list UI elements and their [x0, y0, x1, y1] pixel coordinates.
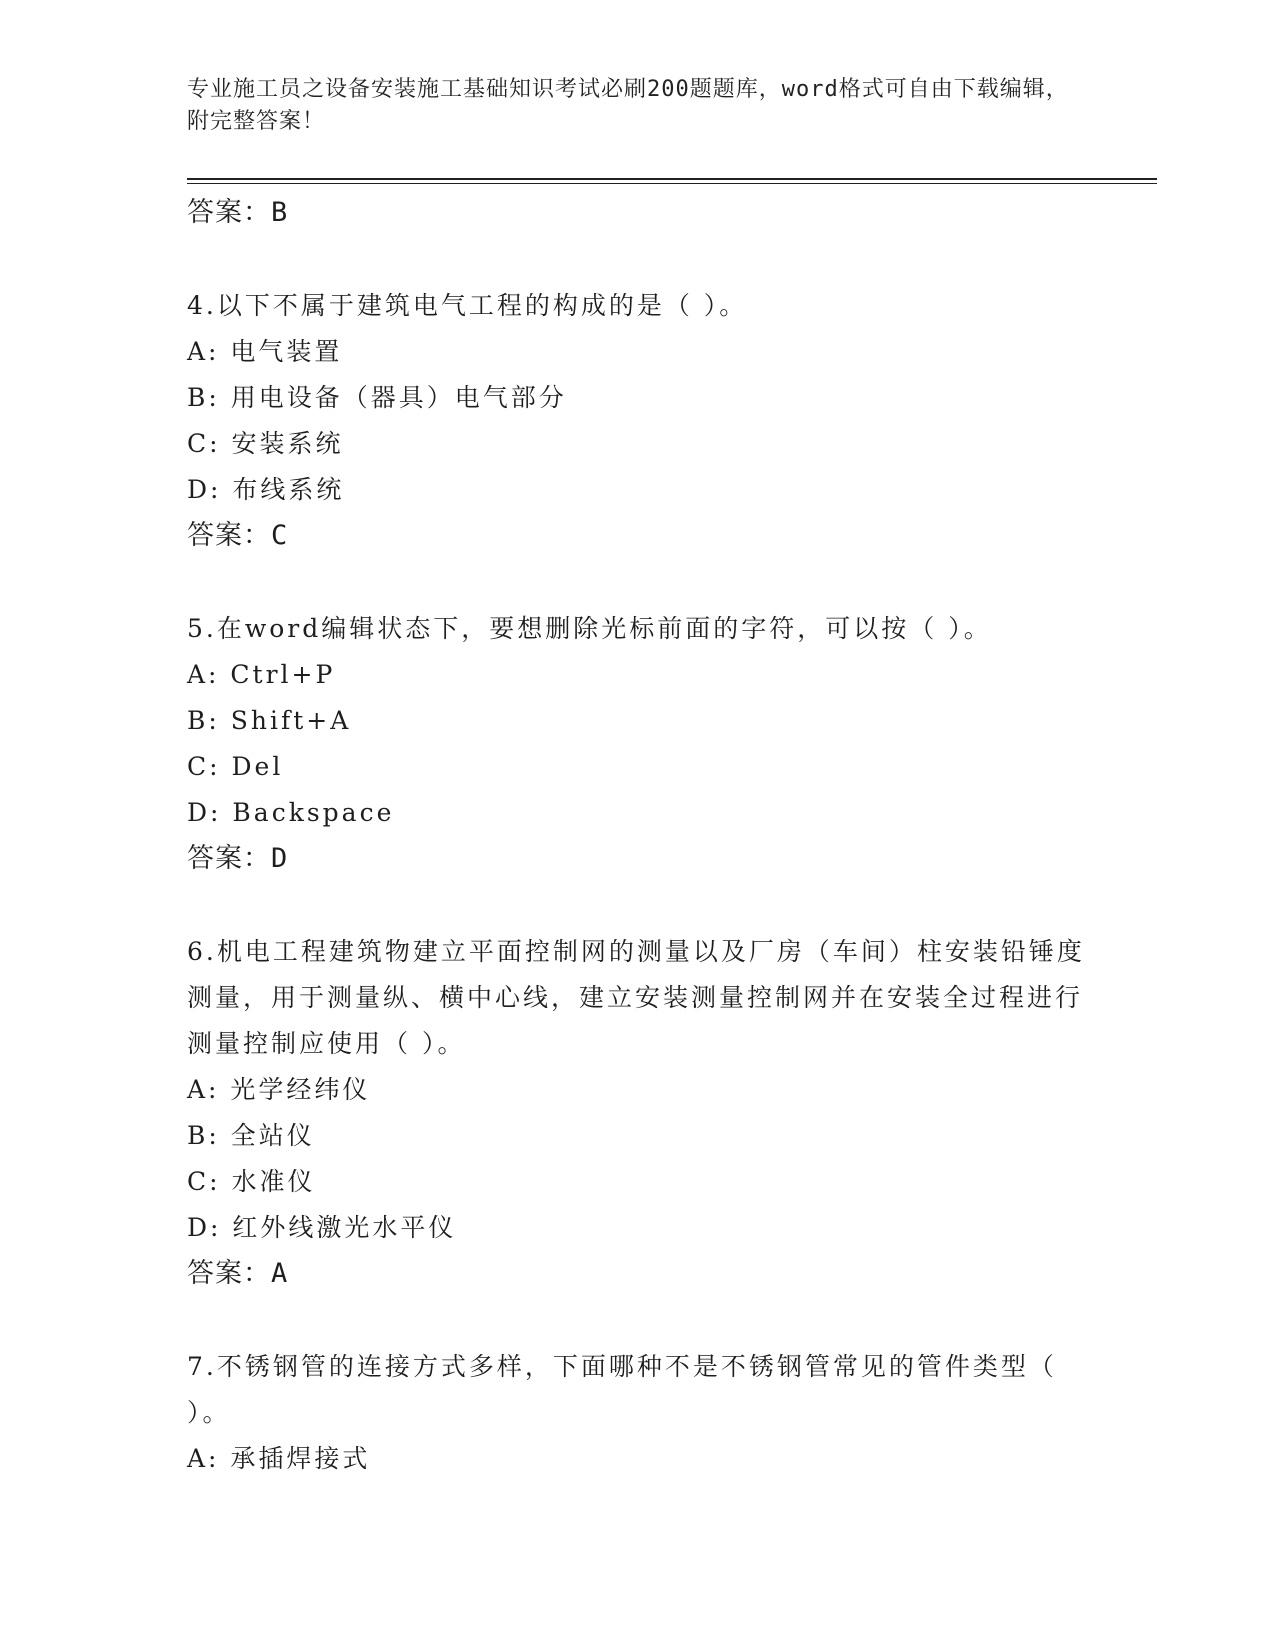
- option-b: B: 用电设备（器具）电气部分: [187, 383, 567, 412]
- question-text: 7.不锈钢管的连接方式多样，下面哪种不是不锈钢管常见的管件类型（ ）。: [187, 1352, 1057, 1427]
- header-rule-thick: [187, 178, 1157, 180]
- answer-line: 答案：C: [187, 520, 289, 551]
- option-b: B: Shift+A: [187, 706, 352, 735]
- option-a: A: 承插焊接式: [187, 1444, 371, 1473]
- question-text: 4.以下不属于建筑电气工程的构成的是（ ）。: [187, 291, 748, 320]
- option-a: A: Ctrl+P: [187, 660, 336, 689]
- option-d: D: 布线系统: [187, 475, 345, 504]
- header-rule-thin: [187, 183, 1157, 184]
- question-text: 5.在word编辑状态下，要想删除光标前面的字符，可以按（ ）。: [187, 614, 992, 643]
- option-a: A: 光学经纬仪: [187, 1075, 371, 1104]
- option-c: C: 水准仪: [187, 1167, 316, 1196]
- option-b: B: 全站仪: [187, 1121, 315, 1150]
- answer-line: 答案：D: [187, 843, 289, 874]
- question-list: [187, 190, 1087, 1482]
- option-c: C: Del: [187, 752, 284, 781]
- option-c: C: 安装系统: [187, 429, 344, 458]
- question-text: 6.机电工程建筑物建立平面控制网的测量以及厂房（车间）柱安装铅锤度测量，用于测量纵、横中心线，建立安装测量控制网并在安装全过程进行测量控制应使用（ ）。: [187, 937, 1085, 1058]
- option-d: D: Backspace: [187, 798, 395, 827]
- answer-line: 答案：B: [187, 197, 289, 228]
- option-d: D: 红外线激光水平仪: [187, 1213, 457, 1242]
- answer-line: 答案：A: [187, 1258, 289, 1289]
- document-header: 专业施工员之设备安装施工基础知识考试必刷200题题库，word格式可自由下载编辑，附完整答案！: [187, 77, 1069, 134]
- option-a: A: 电气装置: [187, 337, 343, 366]
